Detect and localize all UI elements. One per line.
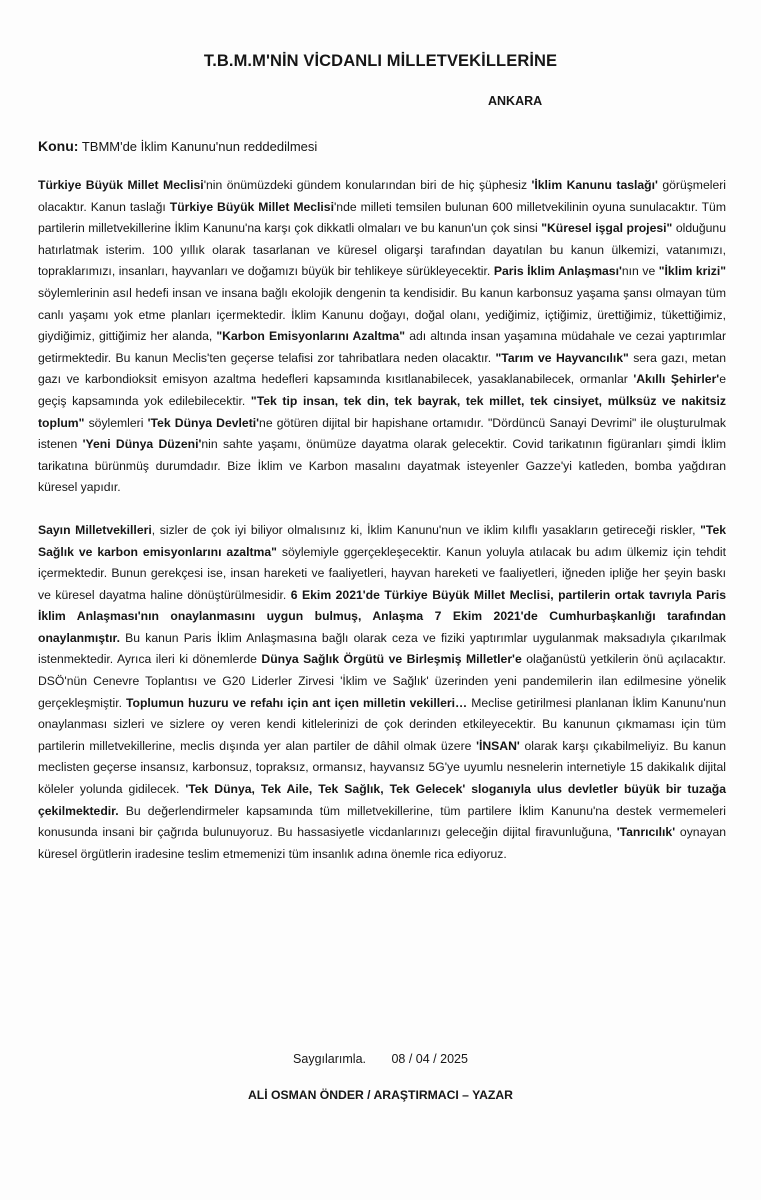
text-run: adı altında insan yaşamına müdahale ve cezai yaptırımlar getirmektedir. Bu kanun Meclis'ten geçerse telafisi zor tahribatlara neden olacaktır. — [38, 329, 727, 365]
text-run: söylemlerinin asıl hedefi insan ve insana bağlı ekolojik dengenin ta kendisidir. Bu kanun karbonsuz yaşama şansı olmayan tüm canlı yaşamı yok etme planları içermektedir. İklim Kanunu doğayı, doğal olanı, yediğimiz, içtiğimiz, ürettiğimiz, tükettiğimiz, giydiğimiz, gittiğimiz her alanda, — [38, 285, 726, 344]
text-run: ne götüren dijital bir hapishane ortamıdır. "Dördüncü Sanayi Devrimi" ile oluşturulmak istenen — [38, 415, 726, 452]
text-run: Bu değerlendirmeler kapsamında tüm milletvekillerine, tüm partilere İklim Kanunu'na destek vermemeleri konusunda insani bir çağrıda bulunuyoruz. Bu hassasiyetle vicdanlarınızı geleceğin dijital firavunluğuna, — [38, 803, 726, 840]
bold-run: Dünya Sağlık Örgütü ve Birleşmiş Milletler'e — [261, 652, 522, 667]
bold-run: 6 Ekim 2021'de Türkiye Büyük Millet Meclisi, partilerin ortak tavrıyla Paris İklim Anlaşması'nın onaylanmasını uygun bulmuş, Anlaşma 7 Ekim 2021'de Cumhurbaşkanlığı tarafından onaylanmıştır. — [38, 587, 726, 645]
bold-run: Türkiye Büyük Millet Meclisi — [38, 178, 204, 192]
text-run: nın ve — [621, 264, 659, 279]
bold-run: "Tek tip insan, tek din, tek bayrak, tek millet, tek cinsiyet, mülksüz ve nakitsiz toplum" — [38, 393, 726, 430]
text-run: söylemiyle ggerçekleşecektir. Kanun yoluyla atılacak bu adım ülkemiz için tehdit içermektedir. Bunun gerekçesi ise, insan hareketi ve faaliyetleri, hayvan hareketi ve faaliyetleri, iğneden ipliğe her şeyin baskı ve küresel dayatma haline dönüştürülmesidir. — [38, 544, 726, 602]
letter-body — [38, 175, 726, 865]
bold-run: 'İNSAN' — [476, 738, 520, 753]
letter-closing — [0, 1052, 761, 1066]
bold-run: 'Yeni Dünya Düzeni' — [82, 437, 202, 452]
closing-greeting: Saygılarımla. — [293, 1052, 366, 1066]
subject-text: TBMM'de İklim Kanunu'nun reddedilmesi — [81, 139, 318, 154]
letter-city: ANKARA — [488, 94, 543, 108]
letter-subject — [38, 138, 317, 154]
bold-run: 'İklim Kanunu taslağı' — [531, 178, 658, 192]
bold-run: "Tek Sağlık ve karbon emisyonlarını azaltma" — [38, 522, 726, 559]
bold-run: Sayın Milletvekilleri — [38, 522, 152, 537]
bold-run: Paris İklim Anlaşması' — [493, 264, 622, 279]
subject-label: Konu: — [38, 138, 79, 154]
letter-title: T.B.M.M'NİN VİCDANLI MİLLETVEKİLLERİNE — [203, 52, 558, 70]
bold-run: Toplumun huzuru ve refahı için ant içen milletin vekilleri… — [125, 695, 468, 710]
bold-run: "Karbon Emisyonlarını Azaltma" — [216, 329, 406, 344]
text-run: olarak karşı çıkabilmeliyiz. Bu kanun meclisten geçerse insansız, karbonsuz, topraksız, ormansız, hayvansız 5G'ye uyumlu nesnelerin internetiyle 15 dakikalık dijital köleler yolunda gidilecek. — [38, 738, 726, 797]
bold-run: "Küresel işgal projesi" — [541, 221, 673, 236]
text-run: olduğunu hatırlatmak isterim. 100 yıllık olarak tasarlanan ve küresel oligarşi tarafından dayatılan bu kanun ülkemizi, vatanımızı, topraklarımızı, insanları, hayvanları ve doğamızı büyük bir tehlikeye sürükleyecektir. — [38, 221, 726, 279]
bold-run: 'Akıllı Şehirler' — [633, 372, 720, 387]
bold-run: "Tarım ve Hayvancılık" — [495, 350, 629, 365]
text-run: e geçiş kapsamında yok edilebilecektir. — [38, 372, 726, 408]
text-run: nin sahte yaşamı, önümüze dayatma olarak gelecektir. Covid tarikatının figüranları şimdi İklim tarikatına bürünmüş durumdadır. Bize İklim ve Karbon masalını dayatmak isteyenler Gazze'yi katleden, bomba yağdıran küresel yapıdır. — [38, 437, 726, 495]
text-run: 'nde milleti temsilen bulunan 600 milletvekilinin oyuna sunulacaktır. Tüm partilerin milletvekillerine İklim Kanunu'na karşı çok dikkatli olmaları ve bu kanun'un çok sinsi — [38, 199, 726, 236]
body-paragraph-1 — [38, 175, 726, 499]
body-paragraph-2 — [38, 520, 726, 866]
bold-run: 'Tek Dünya Devleti' — [147, 415, 260, 430]
bold-run: 'Tek Dünya, Tek Aile, Tek Sağlık, Tek Gelecek' sloganıyla ulus devletler büyük bir tuzağa çekilmektedir. — [38, 782, 726, 818]
bold-run: "İklim krizi" — [658, 264, 726, 279]
bold-run: Türkiye Büyük Millet Meclisi — [169, 199, 334, 214]
text-run: oynayan küresel örgütlerin iradesine teslim etmemenizi tüm insanlık adına önemle rica ediyoruz. — [38, 825, 727, 861]
bold-run: 'Tanrıcılık' — [616, 825, 676, 840]
text-run: Meclise getirilmesi planlanan İklim Kanunu'nun onaylanması sizleri ve sizlere oy veren kendi kitlelerinizi de çok derinden etkileyecektir. Bu kanunun çıkmaması için tüm partilerin milletvekillerine, meclis dışında yer alan partiler de dâhil olmak üzere — [38, 695, 726, 753]
letter-signature: ALİ OSMAN ÖNDER / ARAŞTIRMACI – YAZAR — [248, 1088, 513, 1102]
letter-date: 08 / 04 / 2025 — [391, 1052, 468, 1066]
text-run: olağanüstü yetkilerin önü açılacaktır. DSÖ'nün Cenevre Toplantısı ve G20 Liderler Zirvesi 'İklim ve Sağlık' üzerinden yeni pandemilerin ilan edilmesine yönelik gerçekleşmiştir. — [38, 652, 726, 710]
text-run: , sizler de çok iyi biliyor olmalısınız ki, İklim Kanunu'nun ve iklim kılıflı yasakların getireceği riskler, — [151, 522, 701, 537]
text-run: 'nin önümüzdeki gündem konularından biri de hiç şüphesiz — [203, 178, 532, 192]
text-run: söylemleri — [84, 415, 148, 430]
text-run: görüşmeleri olacaktır. Kanun taslağı — [38, 178, 726, 214]
text-run: sera gazı, metan gazı ve karbondioksit emisyon azaltma hedefleri kapsamında kısıtlanabilecek, yasaklanabilecek, ormanlar — [38, 350, 726, 387]
text-run: Bu kanun Paris İklim Anlaşmasına bağlı olarak ceza ve fiziki yaptırımlar uygulanmak maksadıyla çıkarılmak istenmektedir. Ayrıca ileri ki dönemlerde — [38, 630, 726, 667]
